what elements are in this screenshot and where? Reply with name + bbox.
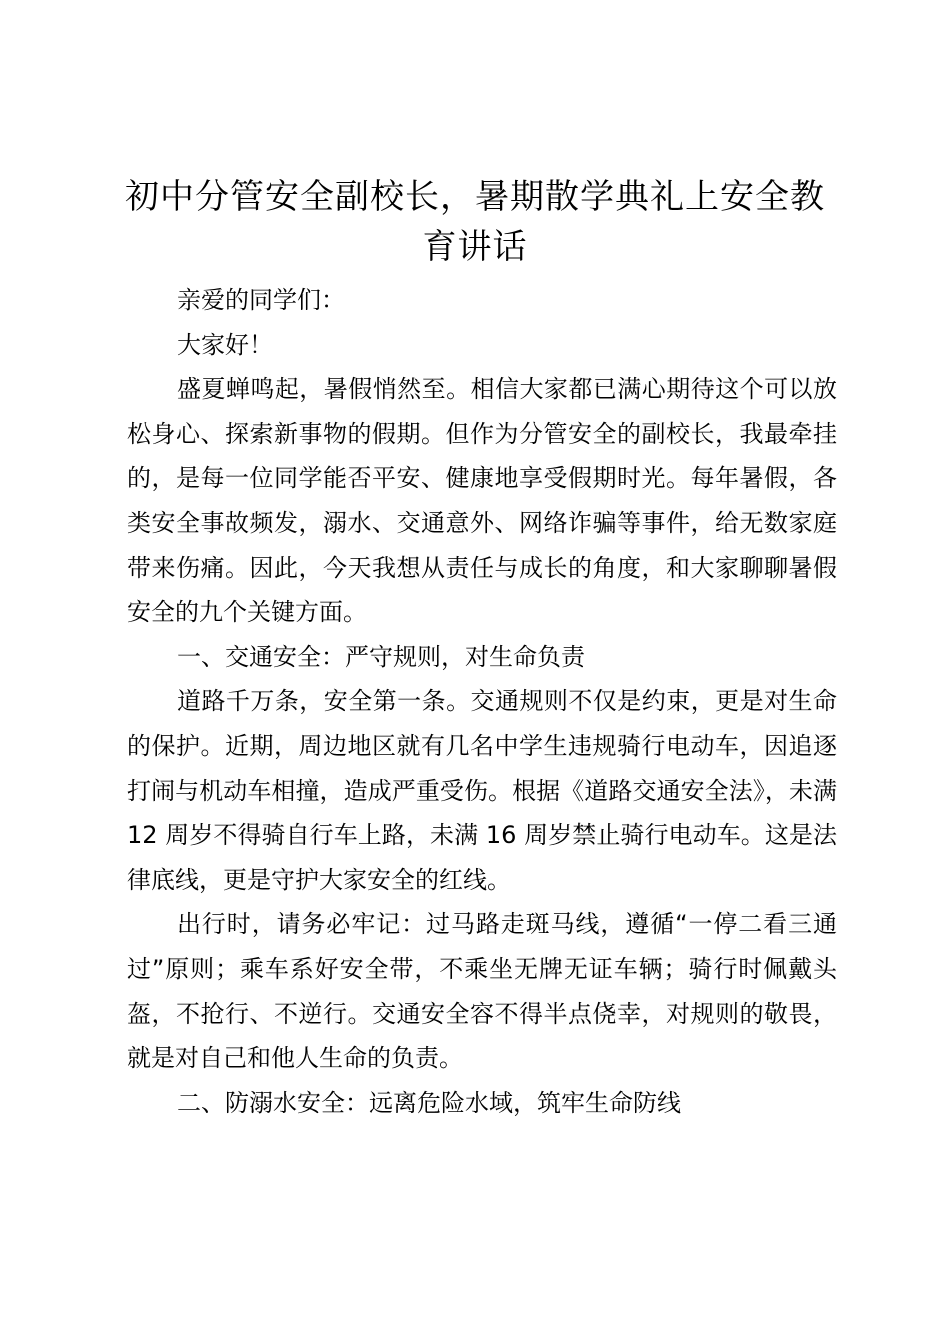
traffic-paragraph-1: 道路千万条，安全第一条。交通规则不仅是约束，更是对生命的保护。近期，周边地区就有几名中学生违规骑行电动车，因追逐打闹与机动车相撞，造成严重受伤。根据《道路交通安全法》，未满 12 周岁不得骑自行车上路，未满 16 周岁禁止骑行电动车。这是法律底线，更是守护大家安全的红线。: [127, 687, 837, 894]
intro-paragraph: 盛夏蝉鸣起，暑假悄然至。相信大家都已满心期待这个可以放松身心、探索新事物的假期。但作为分管安全的副校长，我最牵挂的，是每一位同学能否平安、健康地享受假期时光。每年暑假，各类安全事故频发，溺水、交通意外、网络诈骗等事件，给无数家庭带来伤痛。因此，今天我想从责任与成长的角度，和大家聊聊暑假安全的九个关键方面。: [127, 375, 837, 627]
traffic-paragraph-2: 出行时，请务必牢记：过马路走斑马线，遵循“一停二看三通过”原则；乘车系好安全带，不乘坐无牌无证车辆；骑行时佩戴头盔，不抢行、不逆行。交通安全容不得半点侥幸，对规则的敬畏，就是对自己和他人生命的负责。: [127, 910, 837, 1073]
salutation: 亲爱的同学们：: [177, 286, 345, 314]
greeting: 大家好！: [177, 330, 273, 359]
document-body: [127, 278, 837, 1125]
section-heading-traffic: 一、交通安全：严守规则，对生命负责: [177, 642, 585, 671]
document-title: 初中分管安全副校长，暑期散学典礼上安全教育讲话: [125, 177, 825, 267]
section-heading-drowning: 二、防溺水安全：远离危险水域，筑牢生命防线: [177, 1088, 681, 1117]
